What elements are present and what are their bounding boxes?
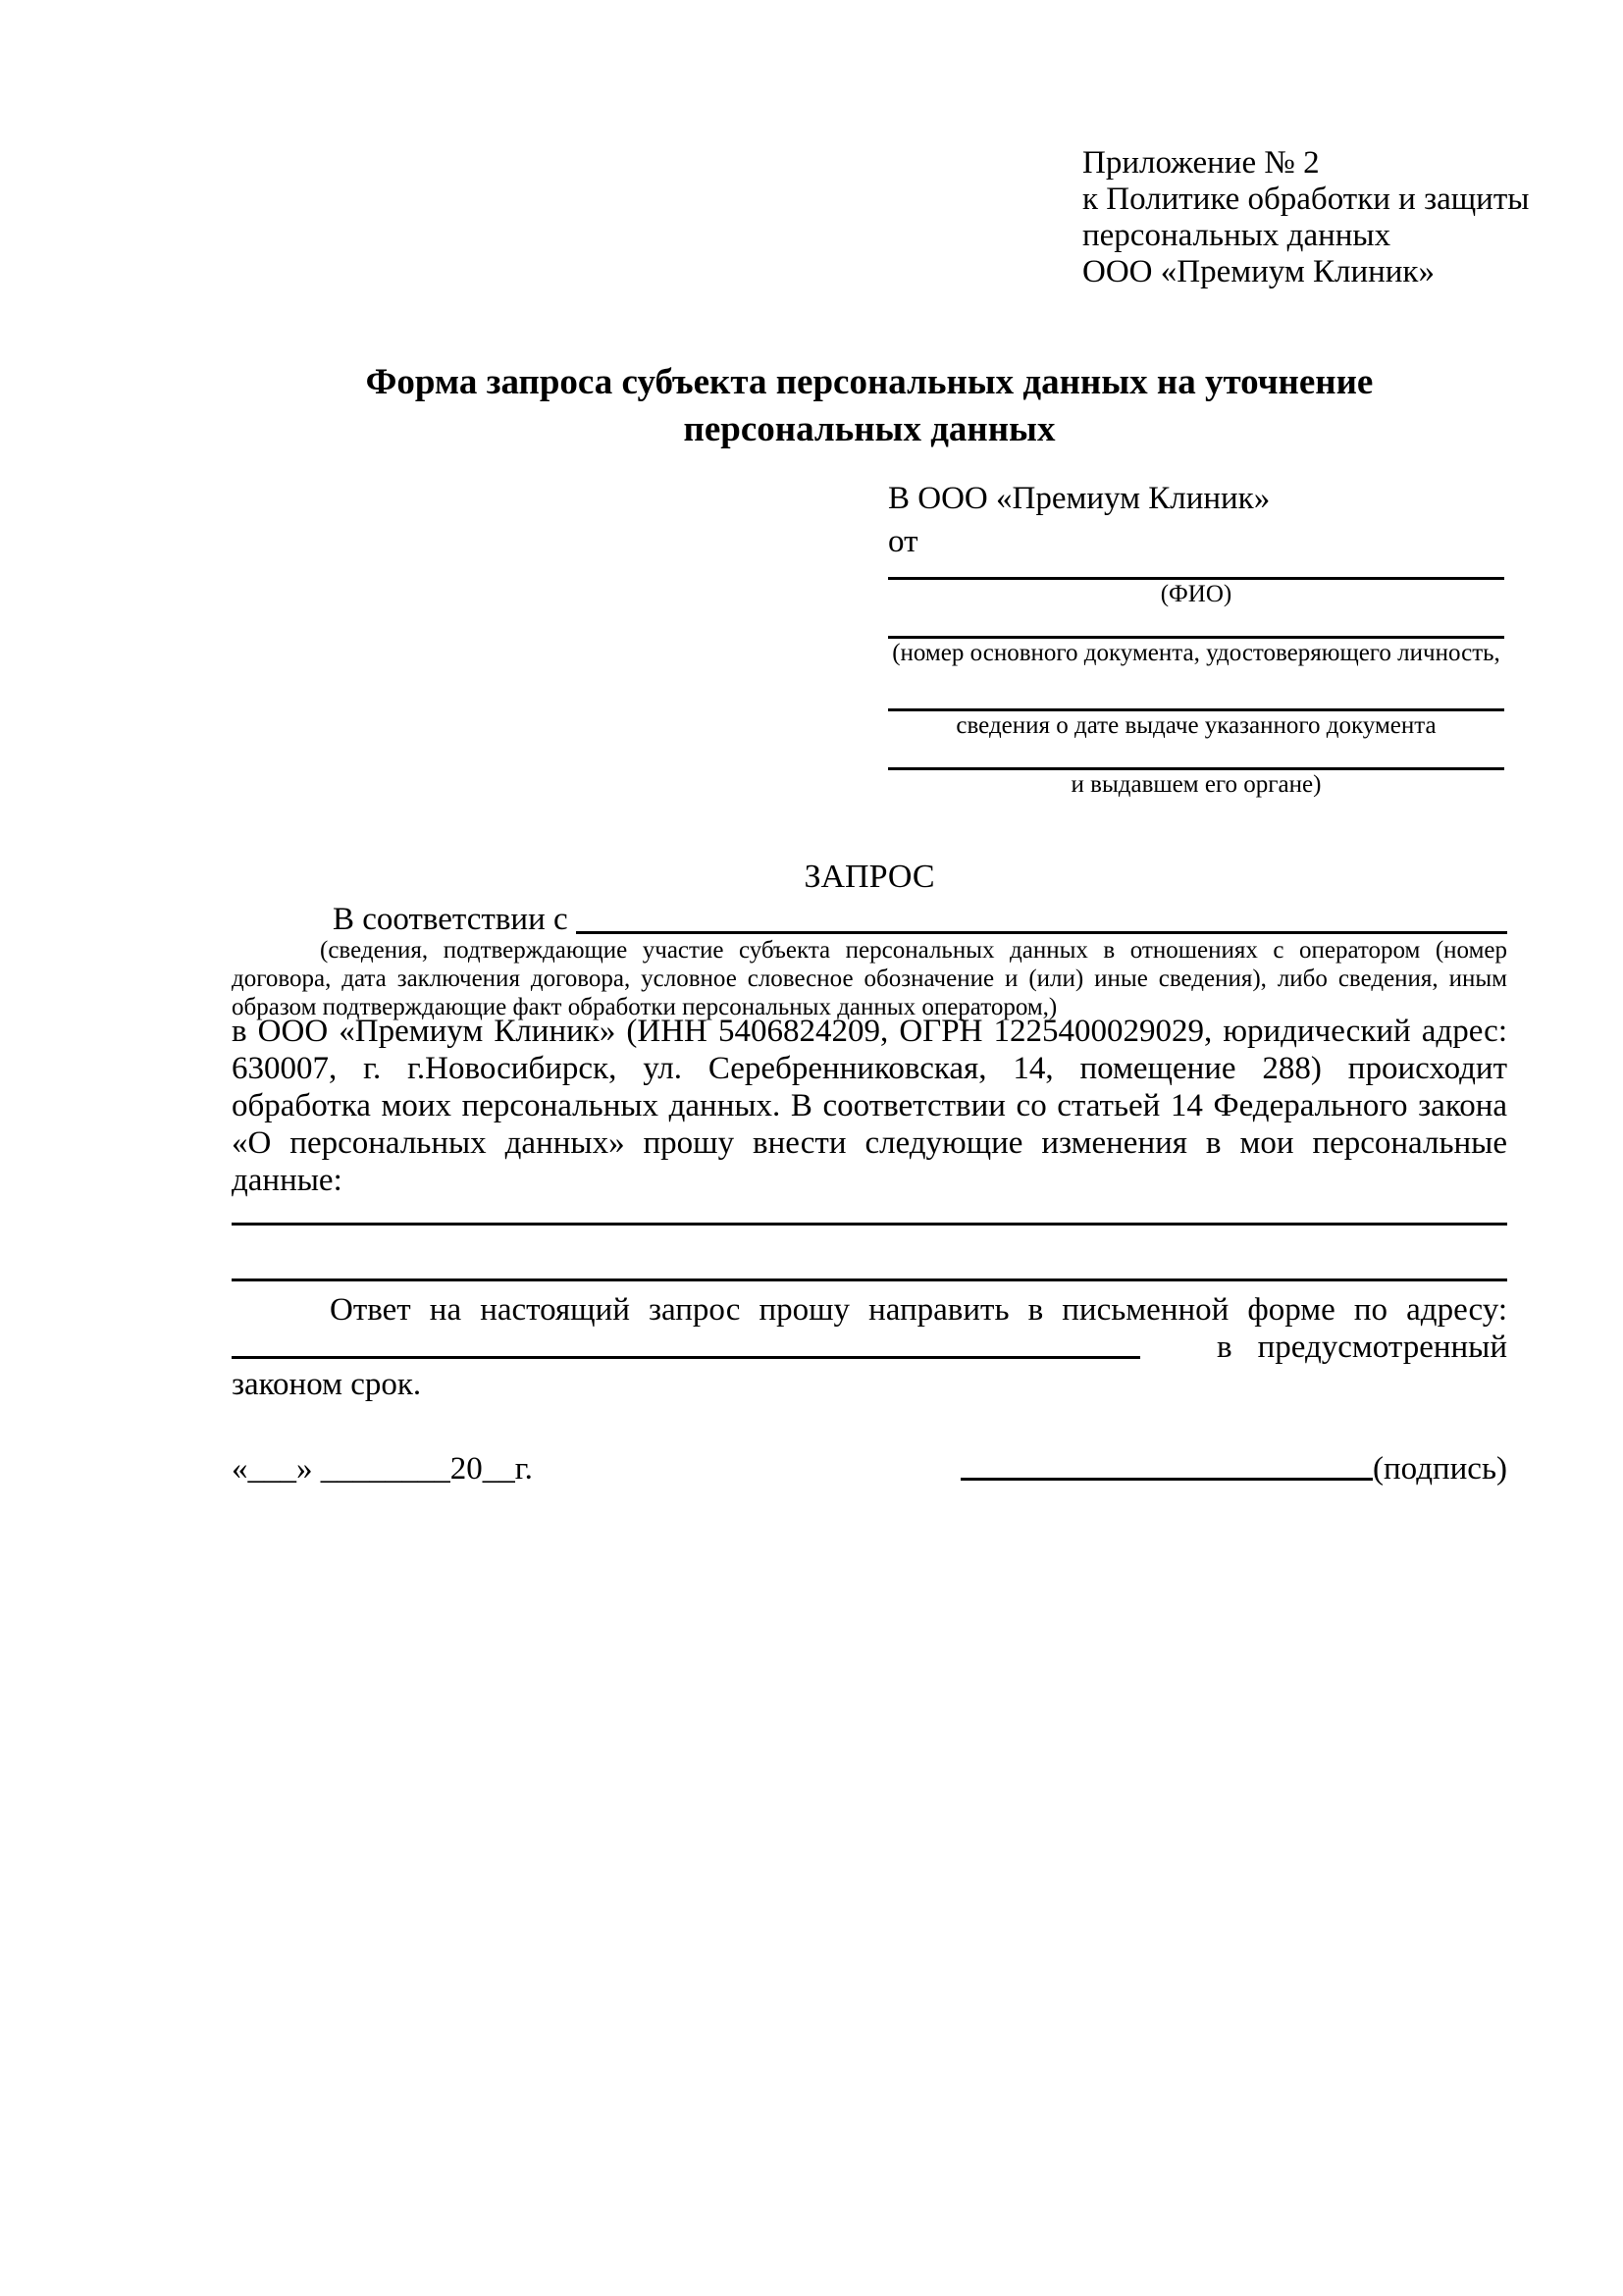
appendix-header-line: ООО «Премиум Клиник»: [1082, 254, 1435, 289]
document-title-line: персональных данных: [683, 409, 1056, 449]
reply-address-blank-line: [232, 1329, 1140, 1359]
changes-blank-line-2: [232, 1278, 1507, 1281]
reply-instruction: Ответ на настоящий запрос прошу направить в письменной форме по адресу:: [330, 1292, 1507, 1328]
appendix-header-line: персональных данных: [1082, 218, 1391, 253]
appendix-header: [1082, 145, 1529, 290]
request-note: (сведения, подтверждающие участие субъекта персональных данных в отношениях с оператором (номер договора, дата заключения договора, условное словесное обозначение и (или) иные сведения), либо сведения, иным образом подтверждающие факт обработки персональных данных оператором,): [232, 937, 1507, 1020]
identity-document-blank-line: [888, 609, 1504, 639]
date-line: «___» ________20__г.: [232, 1451, 533, 1487]
signature-blank-line: [961, 1450, 1373, 1481]
document-title-line: Форма запроса субъекта персональных данных на уточнение: [365, 362, 1374, 402]
signature-caption: (подпись): [1373, 1451, 1507, 1487]
reply-address-row: [232, 1329, 1507, 1366]
reply-tail: законом срок.: [232, 1367, 422, 1402]
issue-date-caption: сведения о дате выдаче указанного документа: [956, 712, 1437, 739]
addressee-block: [888, 477, 1504, 800]
identity-document-caption: (номер основного документа, удостоверяющего личность,: [892, 640, 1500, 666]
reply-word: предусмотренный: [1257, 1330, 1507, 1365]
request-intro-row: [232, 901, 1507, 938]
issue-date-blank-line: [888, 668, 1504, 711]
relationship-details-blank-line: [576, 901, 1507, 934]
addressee-from-label: от: [888, 524, 918, 559]
changes-blank-line-1: [232, 1223, 1507, 1226]
request-body: в ООО «Премиум Клиник» (ИНН 5406824209, ОГРН 1225400029029, юридический адрес: 630007, г. г.Новосибирск, ул. Серебренниковская, 14, помещение 288) происходит обработка моих персональных данных. В соответствии со статьей 14 Федерального закона «О персональных данных» прошу внести следующие изменения в мои персональные данные:: [232, 1014, 1507, 1198]
addressee-to: В ООО «Премиум Клиник»: [888, 481, 1271, 516]
appendix-header-line: к Политике обработки и защиты: [1082, 182, 1530, 217]
request-intro-label: В соответствии с: [333, 902, 576, 937]
issuing-authority-caption: и выдавшем его органе): [1071, 771, 1322, 798]
footer-row: [232, 1450, 1507, 1487]
request-heading: ЗАПРОС: [804, 859, 935, 895]
reply-paragraph: [232, 1291, 1507, 1403]
fio-caption: (ФИО): [1160, 581, 1232, 607]
fio-blank-line: [888, 563, 1504, 580]
appendix-header-line: Приложение № 2: [1082, 145, 1320, 181]
document-title: [232, 359, 1507, 453]
issuing-authority-blank-line: [888, 741, 1504, 770]
reply-word: в: [1217, 1330, 1232, 1365]
signature-group: [961, 1450, 1507, 1487]
